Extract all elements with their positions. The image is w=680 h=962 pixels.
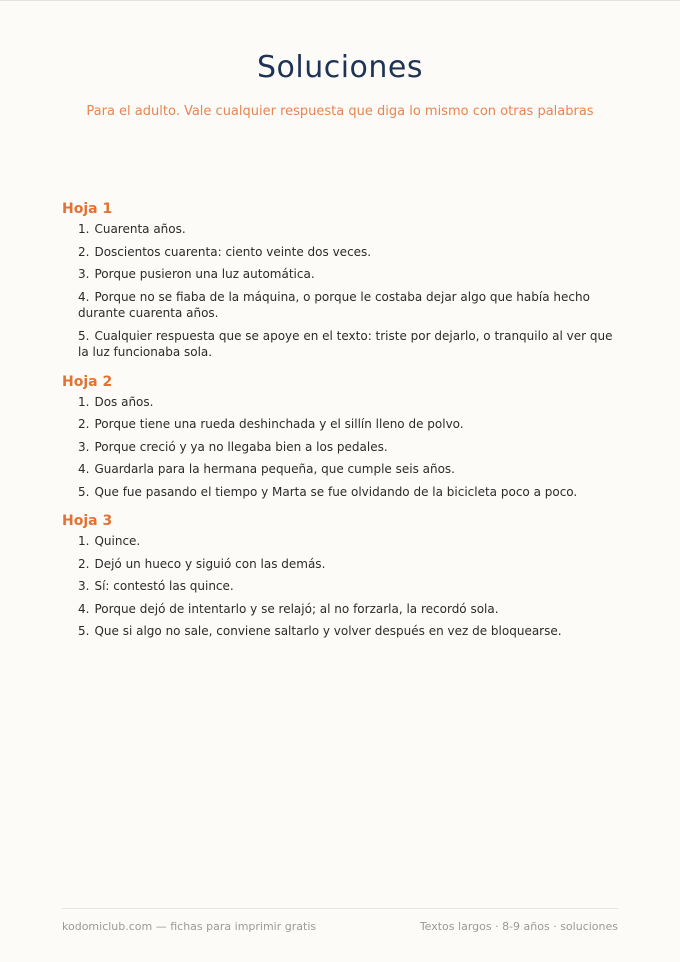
footer-worksheet-info: Textos largos · 8-9 años · soluciones — [419, 920, 618, 933]
sheet-title: Hoja 2 — [62, 373, 113, 390]
answer-item — [78, 221, 618, 238]
footer-site-credit: kodomiclub.com — fichas para imprimir gratis — [62, 920, 317, 933]
answer-number: 1. — [78, 222, 90, 236]
sheet-2-section — [62, 372, 618, 501]
answer-text: Sí: contestó las quince. — [94, 579, 234, 593]
answer-item — [78, 439, 618, 456]
sheet-3-section — [62, 511, 618, 640]
answer-number: 4. — [78, 462, 90, 476]
answer-text: Quince. — [94, 534, 141, 548]
answer-item — [78, 601, 618, 618]
answer-number: 1. — [78, 394, 90, 409]
answer-text: Dos años. — [94, 394, 154, 409]
answer-item — [78, 623, 618, 640]
answer-text: Cuarenta años. — [94, 222, 186, 236]
solutions-content — [62, 199, 618, 651]
answer-item — [78, 266, 618, 283]
answer-item — [78, 394, 618, 411]
answer-number: 3. — [78, 439, 90, 454]
answer-number: 5. — [78, 328, 90, 343]
top-divider — [0, 0, 680, 1]
answer-item — [78, 328, 618, 361]
footer-divider — [62, 908, 618, 909]
answer-number: 5. — [78, 484, 90, 499]
answer-text: Porque dejó de intentarlo y se relajó; al no forzarla, la recordó sola. — [94, 601, 499, 616]
answer-item — [78, 289, 618, 322]
page-subtitle: Para el adulto. Vale cualquier respuesta que diga lo mismo con otras palabras — [86, 104, 594, 119]
answer-number: 3. — [78, 579, 90, 593]
answer-text: Cualquier respuesta que se apoye en el texto: triste por dejarlo, o tranquilo al ver que la luz funcionaba sola. — [78, 328, 613, 359]
answer-list — [62, 394, 618, 501]
sheet-1-section — [62, 199, 618, 361]
answer-number: 1. — [78, 534, 90, 548]
answer-text: Porque creció y ya no llegaba bien a los pedales. — [94, 439, 388, 454]
sheet-title: Hoja 3 — [62, 513, 113, 529]
answer-item — [78, 416, 618, 433]
answer-number: 2. — [78, 556, 90, 571]
answer-item — [78, 461, 618, 478]
answer-number: 4. — [78, 601, 90, 616]
answer-text: Dejó un hueco y siguió con las demás. — [94, 556, 326, 571]
answer-number: 2. — [78, 417, 90, 431]
answer-item — [78, 578, 618, 595]
answer-text: Guardarla para la hermana pequeña, que cumple seis años. — [94, 462, 455, 476]
answer-item — [78, 556, 618, 573]
answer-item — [78, 244, 618, 261]
answer-item — [78, 533, 618, 550]
answer-number: 4. — [78, 289, 90, 304]
sheet-title: Hoja 1 — [62, 201, 113, 217]
answer-text: Porque pusieron una luz automática. — [94, 267, 315, 281]
answer-list — [62, 221, 618, 361]
answer-list — [62, 533, 618, 640]
answer-text: Que fue pasando el tiempo y Marta se fue olvidando de la bicicleta poco a poco. — [94, 484, 578, 499]
answer-text: Porque no se fiaba de la máquina, o porque le costaba dejar algo que había hecho durante cuarenta años. — [78, 289, 590, 320]
answer-item — [78, 484, 618, 501]
answer-number: 2. — [78, 244, 90, 259]
answer-number: 3. — [78, 267, 90, 281]
answer-text: Doscientos cuarenta: ciento veinte dos veces. — [94, 244, 372, 259]
answer-number: 5. — [78, 624, 90, 638]
answer-text: Que si algo no sale, conviene saltarlo y volver después en vez de bloquearse. — [94, 624, 562, 638]
answer-text: Porque tiene una rueda deshinchada y el sillín lleno de polvo. — [94, 417, 464, 431]
page-title: Soluciones — [256, 50, 424, 85]
